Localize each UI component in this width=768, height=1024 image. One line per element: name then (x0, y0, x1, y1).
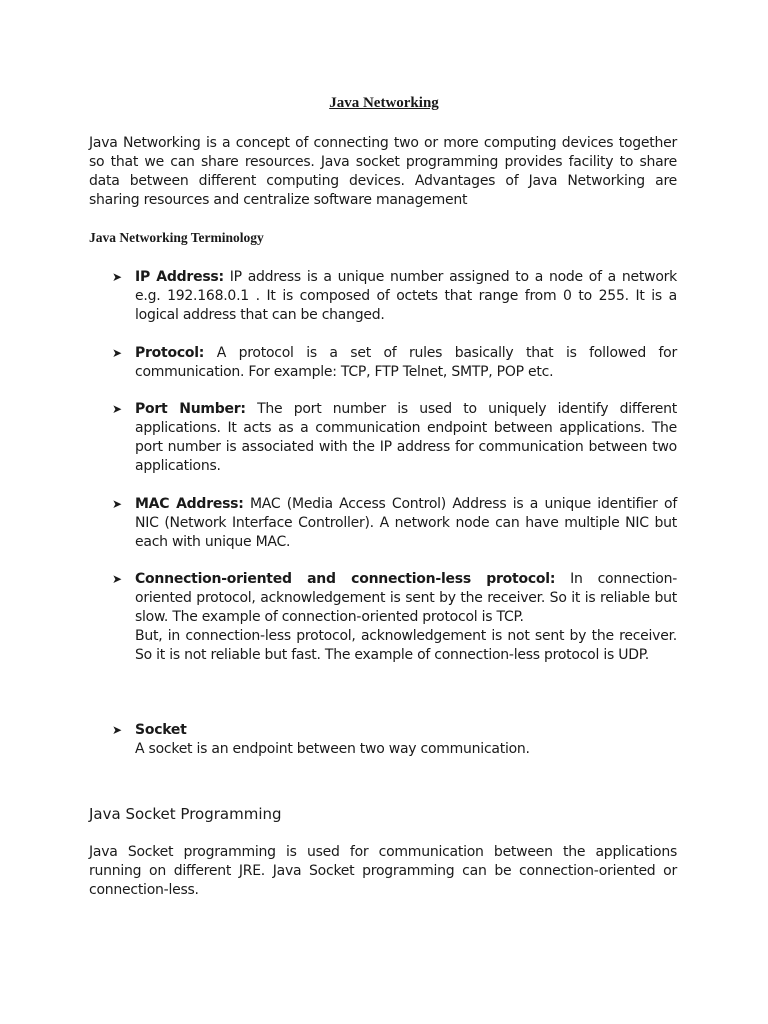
term-label: Port Number: (135, 401, 246, 417)
arrow-bullet-icon: ➤ (112, 270, 122, 284)
list-item-mac-address (112, 495, 677, 552)
term-text: A protocol is a set of rules basically that is followed for communication. For example: TCP, FTP Telnet, SMTP, POP etc. (135, 345, 677, 380)
list-item-port-number (112, 400, 678, 476)
list-item-protocol (112, 344, 677, 382)
term-label: MAC Address: (135, 496, 244, 512)
term-label: Socket (135, 722, 187, 738)
term-label: Connection-oriented and connection-less protocol: (135, 571, 556, 587)
arrow-bullet-icon: ➤ (112, 402, 122, 416)
list-item-ip-address (112, 268, 678, 325)
terminology-heading: Java Networking Terminology (89, 230, 264, 245)
term-text: A socket is an endpoint between two way communication. (135, 741, 530, 757)
socket-programming-heading: Java Socket Programming (89, 805, 282, 823)
term-label: Protocol: (135, 345, 205, 361)
term-label: IP Address: (135, 269, 224, 285)
term-text: The port number is used to uniquely identify different applications. It acts as a communication endpoint between applications. The port number is associated with the IP address for communication between two applications. (135, 401, 678, 474)
term-text-continued: But, in connection-less protocol, acknowledgement is not sent by the receiver. So it is not reliable but fast. The example of connection-less protocol is UDP. (135, 628, 677, 663)
arrow-bullet-icon: ➤ (112, 572, 122, 586)
intro-paragraph: Java Networking is a concept of connecting two or more computing devices together so that we can share resources. Java socket programming provides facility to share data between different computing devices. Advantages of Java Networking are sharing resources and centralize software management (89, 135, 677, 208)
arrow-bullet-icon: ➤ (112, 346, 122, 360)
term-text: MAC (Media Access Control) Address is a unique identifier of NIC (Network Interface Controller). A network node can have multiple NIC but each with unique MAC. (135, 496, 677, 550)
list-item-socket (112, 721, 677, 759)
term-text: IP address is a unique number assigned to a node of a network e.g. 192.168.0.1 . It is composed of octets that range from 0 to 255. It is a logical address that can be changed. (135, 269, 678, 323)
term-text: In connection-oriented protocol, acknowledgement is sent by the receiver. So it is reliable but slow. The example of connection-oriented protocol is TCP. (135, 571, 678, 625)
arrow-bullet-icon: ➤ (112, 723, 122, 737)
socket-programming-paragraph: Java Socket programming is used for communication between the applications running on different JRE. Java Socket programming can be connection-oriented or connection-less. (89, 844, 677, 898)
page-title: Java Networking (329, 95, 439, 111)
arrow-bullet-icon: ➤ (112, 497, 122, 511)
list-item-connection-protocol (112, 570, 678, 665)
